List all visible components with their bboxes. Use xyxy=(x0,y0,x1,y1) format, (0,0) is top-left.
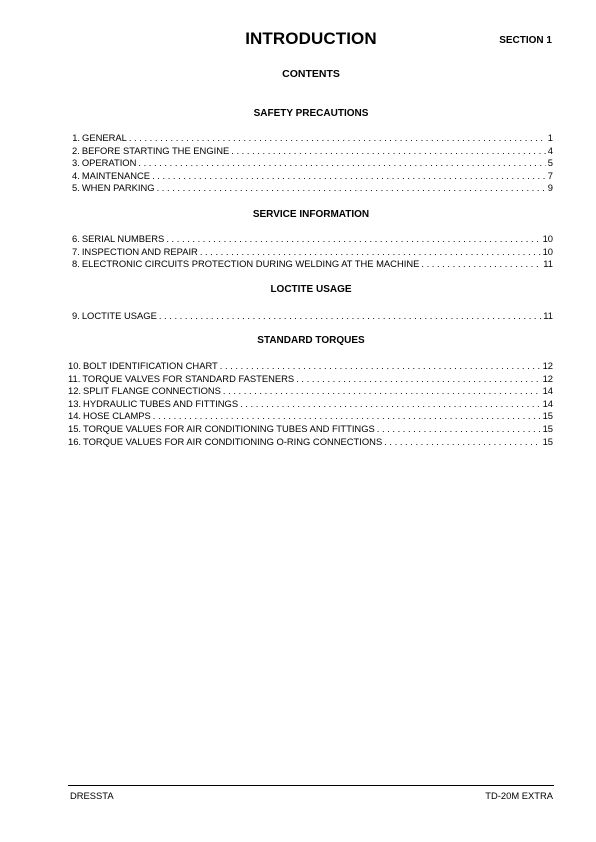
toc-entry[interactable] xyxy=(72,170,553,183)
page-title: INTRODUCTION xyxy=(245,29,377,48)
toc-entry[interactable] xyxy=(68,423,553,436)
toc-leader-dots xyxy=(200,246,541,259)
toc-list-loctite xyxy=(72,310,553,323)
toc-leader-dots xyxy=(296,373,540,386)
toc-number: 1. xyxy=(72,132,81,143)
toc-entry[interactable] xyxy=(68,436,553,449)
toc-entry[interactable] xyxy=(68,385,553,398)
toc-number: 13. xyxy=(68,397,82,409)
toc-label: WHEN PARKING xyxy=(81,182,155,194)
toc-label: OPERATION xyxy=(81,157,137,169)
toc-page: 11 xyxy=(543,310,553,321)
toc-leader-dots xyxy=(166,233,540,246)
toc-label: TORQUE VALUES FOR AIR CONDITIONING TUBES AND FITTINGS xyxy=(83,422,375,434)
toc-number: 16. xyxy=(68,435,82,447)
toc-entry[interactable] xyxy=(72,145,553,158)
toc-leader-dots xyxy=(153,410,541,423)
toc-list-torques xyxy=(68,360,553,448)
toc-leader-dots xyxy=(129,132,546,145)
contents-heading: CONTENTS xyxy=(282,68,340,80)
toc-leader-dots xyxy=(157,182,546,195)
group-heading-torques: STANDARD TORQUES xyxy=(257,335,365,346)
group-heading-loctite: LOCTITE USAGE xyxy=(270,284,352,295)
toc-page: 7 xyxy=(547,169,553,181)
toc-entry[interactable] xyxy=(68,373,553,386)
toc-entry[interactable] xyxy=(68,398,553,411)
toc-label: LOCTITE USAGE xyxy=(81,310,157,321)
toc-label: TORQUE VALVES FOR STANDARD FASTENERS xyxy=(82,372,295,384)
toc-page: 11 xyxy=(543,258,553,270)
toc-number: 15. xyxy=(68,422,82,434)
toc-label: SPLIT FLANGE CONNECTIONS xyxy=(83,385,221,397)
toc-page: 15 xyxy=(542,410,553,422)
toc-entry[interactable] xyxy=(72,233,553,246)
toc-page: 15 xyxy=(542,435,553,447)
toc-number: 2. xyxy=(72,144,80,156)
toc-label: HYDRAULIC TUBES AND FITTINGS xyxy=(83,397,239,409)
footer-model: TD-20M EXTRA xyxy=(485,790,553,801)
toc-label: ELECTRONIC CIRCUITS PROTECTION DURING WELDING AT THE MACHINE xyxy=(81,258,420,270)
toc-label: BOLT IDENTIFICATION CHART xyxy=(83,360,218,371)
toc-entry[interactable] xyxy=(72,246,553,259)
toc-number: 12. xyxy=(68,385,82,397)
toc-page: 5 xyxy=(547,157,553,169)
toc-leader-dots xyxy=(231,145,546,158)
toc-number: 9. xyxy=(72,310,80,321)
toc-leader-dots xyxy=(240,398,540,411)
toc-page: 15 xyxy=(542,422,553,434)
toc-entry[interactable] xyxy=(72,258,553,271)
toc-list-service xyxy=(72,233,553,271)
toc-page: 10 xyxy=(542,233,553,244)
toc-number: 8. xyxy=(72,258,80,270)
toc-number: 6. xyxy=(72,233,80,244)
toc-page: 4 xyxy=(547,144,553,156)
toc-label: MAINTENANCE xyxy=(81,169,151,181)
toc-entry[interactable] xyxy=(72,182,553,195)
toc-leader-dots xyxy=(138,157,545,170)
toc-number: 14. xyxy=(68,410,82,422)
toc-label: HOSE CLAMPS xyxy=(83,410,151,422)
footer-divider xyxy=(68,785,554,786)
toc-number: 5. xyxy=(72,182,80,194)
toc-leader-dots xyxy=(421,258,541,271)
toc-number: 11. xyxy=(68,372,81,384)
toc-leader-dots xyxy=(384,436,540,449)
section-label: SECTION 1 xyxy=(499,35,552,46)
toc-page: 12 xyxy=(542,372,553,384)
toc-page: 12 xyxy=(542,360,553,371)
toc-label: SERIAL NUMBERS xyxy=(81,233,165,244)
group-heading-safety: SAFETY PRECAUTIONS xyxy=(253,108,369,119)
toc-number: 7. xyxy=(72,245,80,257)
toc-entry[interactable] xyxy=(72,157,553,170)
toc-page: 14 xyxy=(542,385,553,397)
toc-entry[interactable] xyxy=(68,360,553,373)
toc-list-safety xyxy=(72,132,553,195)
toc-leader-dots xyxy=(377,423,541,436)
toc-entry[interactable] xyxy=(68,410,553,423)
toc-label: INSPECTION AND REPAIR xyxy=(81,245,198,257)
toc-leader-dots xyxy=(159,310,541,323)
toc-entry[interactable] xyxy=(72,310,553,323)
toc-label: TORQUE VALUES FOR AIR CONDITIONING O-RING CONNECTIONS xyxy=(83,435,383,447)
toc-leader-dots xyxy=(152,170,546,183)
toc-label: GENERAL xyxy=(82,132,127,143)
toc-number: 4. xyxy=(72,169,80,181)
toc-number: 10. xyxy=(68,360,82,371)
toc-leader-dots xyxy=(223,385,541,398)
toc-entry[interactable] xyxy=(72,132,553,145)
toc-page: 9 xyxy=(547,182,553,194)
toc-page: 10 xyxy=(542,245,553,257)
group-heading-service: SERVICE INFORMATION xyxy=(252,209,370,220)
toc-number: 3. xyxy=(72,157,80,169)
toc-label: BEFORE STARTING THE ENGINE xyxy=(81,144,230,156)
toc-page: 14 xyxy=(542,397,553,409)
footer-brand: DRESSTA xyxy=(70,790,114,801)
toc-page: 1 xyxy=(547,132,553,143)
toc-leader-dots xyxy=(220,360,541,373)
